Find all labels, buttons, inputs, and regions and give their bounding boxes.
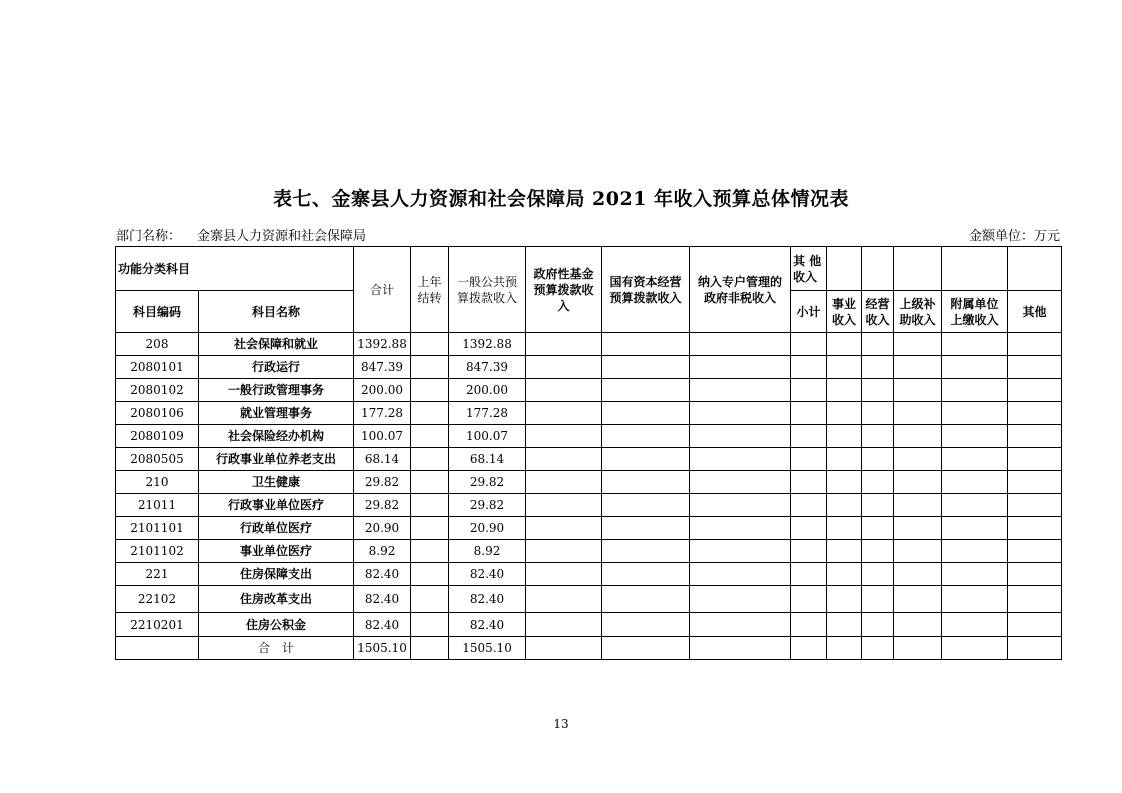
header-state-capital-line2: 预算拨款收入 (609, 290, 682, 305)
row-code: 2080505 (116, 448, 199, 471)
header-affiliated-line2: 上缴收入 (950, 312, 999, 327)
table-row (116, 448, 1062, 471)
header-special-line1: 纳入专户管理的 (698, 274, 783, 289)
row-name: 行政事业单位医疗 (199, 494, 354, 517)
row-name: 事业单位医疗 (199, 540, 354, 563)
row-code: 221 (116, 563, 199, 586)
row-name: 社会保障和就业 (199, 333, 354, 356)
row-name: 就业管理事务 (199, 402, 354, 425)
header-special-line2: 政府非税收入 (704, 290, 777, 305)
row-code: 2080102 (116, 379, 199, 402)
header-business-line1: 事业 (832, 296, 857, 311)
row-total: 177.28 (354, 402, 411, 425)
header-carryover-line2: 结转 (417, 290, 442, 305)
department-line (116, 225, 366, 244)
row-code: 2080106 (116, 402, 199, 425)
row-total: 100.07 (354, 425, 411, 448)
row-code: 21011 (116, 494, 199, 517)
total-general-budget: 1505.10 (449, 637, 526, 660)
row-name: 住房保障支出 (199, 563, 354, 586)
header-state-capital (602, 247, 690, 333)
row-code: 22102 (116, 586, 199, 613)
row-code: 2080109 (116, 425, 199, 448)
row-total: 200.00 (354, 379, 411, 402)
header-other-income-line2: 收入 (793, 269, 818, 284)
header-other-income (791, 247, 827, 291)
row-code: 2080101 (116, 356, 199, 379)
total-amount: 1505.10 (354, 637, 411, 660)
header-carryover (411, 247, 449, 333)
total-row (116, 637, 1062, 660)
row-name: 社会保险经办机构 (199, 425, 354, 448)
header-superior-subsidy (894, 291, 942, 333)
row-total: 29.82 (354, 471, 411, 494)
table-row (116, 540, 1062, 563)
row-general-budget: 200.00 (449, 379, 526, 402)
header-name: 科目名称 (199, 291, 354, 333)
row-total: 29.82 (354, 494, 411, 517)
header-special-account (690, 247, 791, 333)
table-row (116, 356, 1062, 379)
row-general-budget: 20.90 (449, 517, 526, 540)
row-total: 20.90 (354, 517, 411, 540)
row-name: 一般行政管理事务 (199, 379, 354, 402)
header-gov-fund-line2: 预算拨款收 (533, 282, 594, 297)
row-name: 住房改革支出 (199, 586, 354, 613)
row-total: 68.14 (354, 448, 411, 471)
row-code: 208 (116, 333, 199, 356)
row-name: 卫生健康 (199, 471, 354, 494)
header-gov-fund-line1: 政府性基金 (533, 266, 594, 281)
header-total: 合计 (354, 247, 411, 333)
header-function-class: 功能分类科目 (116, 247, 354, 291)
table-row (116, 425, 1062, 448)
row-general-budget: 100.07 (449, 425, 526, 448)
row-code: 2101102 (116, 540, 199, 563)
header-subtotal: 小计 (791, 291, 827, 333)
budget-table (115, 246, 1062, 660)
row-code: 210 (116, 471, 199, 494)
table-row (116, 586, 1062, 613)
row-total: 1392.88 (354, 333, 411, 356)
row-general-budget: 68.14 (449, 448, 526, 471)
header-operating-income (862, 291, 894, 333)
table-row (116, 494, 1062, 517)
row-total: 847.39 (354, 356, 411, 379)
table-row (116, 333, 1062, 356)
header-general-line1: 一般公共预 (457, 274, 518, 289)
header-row-1 (116, 247, 1062, 291)
row-general-budget: 82.40 (449, 563, 526, 586)
row-general-budget: 29.82 (449, 471, 526, 494)
table-row (116, 402, 1062, 425)
header-general-line2: 算拨款收入 (457, 290, 518, 305)
header-superior-line2: 助收入 (899, 312, 936, 327)
department-name: 金寨县人力资源和社会保障局 (197, 229, 367, 244)
row-general-budget: 847.39 (449, 356, 526, 379)
total-label: 合 计 (199, 637, 354, 660)
header-general-budget (449, 247, 526, 333)
header-superior-line1: 上级补 (899, 296, 936, 311)
row-general-budget: 29.82 (449, 494, 526, 517)
amount-unit: 金额单位：万元 (968, 229, 1060, 244)
header-operating-line2: 收入 (865, 312, 890, 327)
row-general-budget: 8.92 (449, 540, 526, 563)
header-affiliated-line1: 附属单位 (950, 296, 999, 311)
row-name: 行政运行 (199, 356, 354, 379)
header-carryover-line1: 上年 (417, 274, 442, 289)
header-code: 科目编码 (116, 291, 199, 333)
row-code: 2210201 (116, 613, 199, 637)
header-business-line2: 收入 (832, 312, 857, 327)
row-code: 2101101 (116, 517, 199, 540)
department-label: 部门名称： (116, 229, 182, 244)
table-row (116, 471, 1062, 494)
table-row (116, 563, 1062, 586)
page-title: 表七、金寨县人力资源和社会保障局 2021 年收入预算总体情况表 (272, 188, 850, 210)
table-row (116, 613, 1062, 637)
header-other-income-line1: 其 他 (793, 253, 822, 268)
row-name: 住房公积金 (199, 613, 354, 637)
row-general-budget: 177.28 (449, 402, 526, 425)
row-total: 8.92 (354, 540, 411, 563)
header-operating-line1: 经营 (865, 296, 890, 311)
header-state-capital-line1: 国有资本经营 (609, 274, 682, 289)
header-gov-fund-line3: 入 (557, 298, 570, 313)
table-row (116, 379, 1062, 402)
header-other: 其他 (1008, 291, 1062, 333)
page-number: 13 (553, 717, 569, 731)
row-general-budget: 82.40 (449, 586, 526, 613)
header-affiliated-remit (942, 291, 1008, 333)
table-row (116, 517, 1062, 540)
header-gov-fund (526, 247, 602, 333)
row-name: 行政单位医疗 (199, 517, 354, 540)
row-total: 82.40 (354, 586, 411, 613)
row-name: 行政事业单位养老支出 (199, 448, 354, 471)
row-general-budget: 1392.88 (449, 333, 526, 356)
header-business-income (827, 291, 862, 333)
row-total: 82.40 (354, 613, 411, 637)
row-total: 82.40 (354, 563, 411, 586)
row-general-budget: 82.40 (449, 613, 526, 637)
